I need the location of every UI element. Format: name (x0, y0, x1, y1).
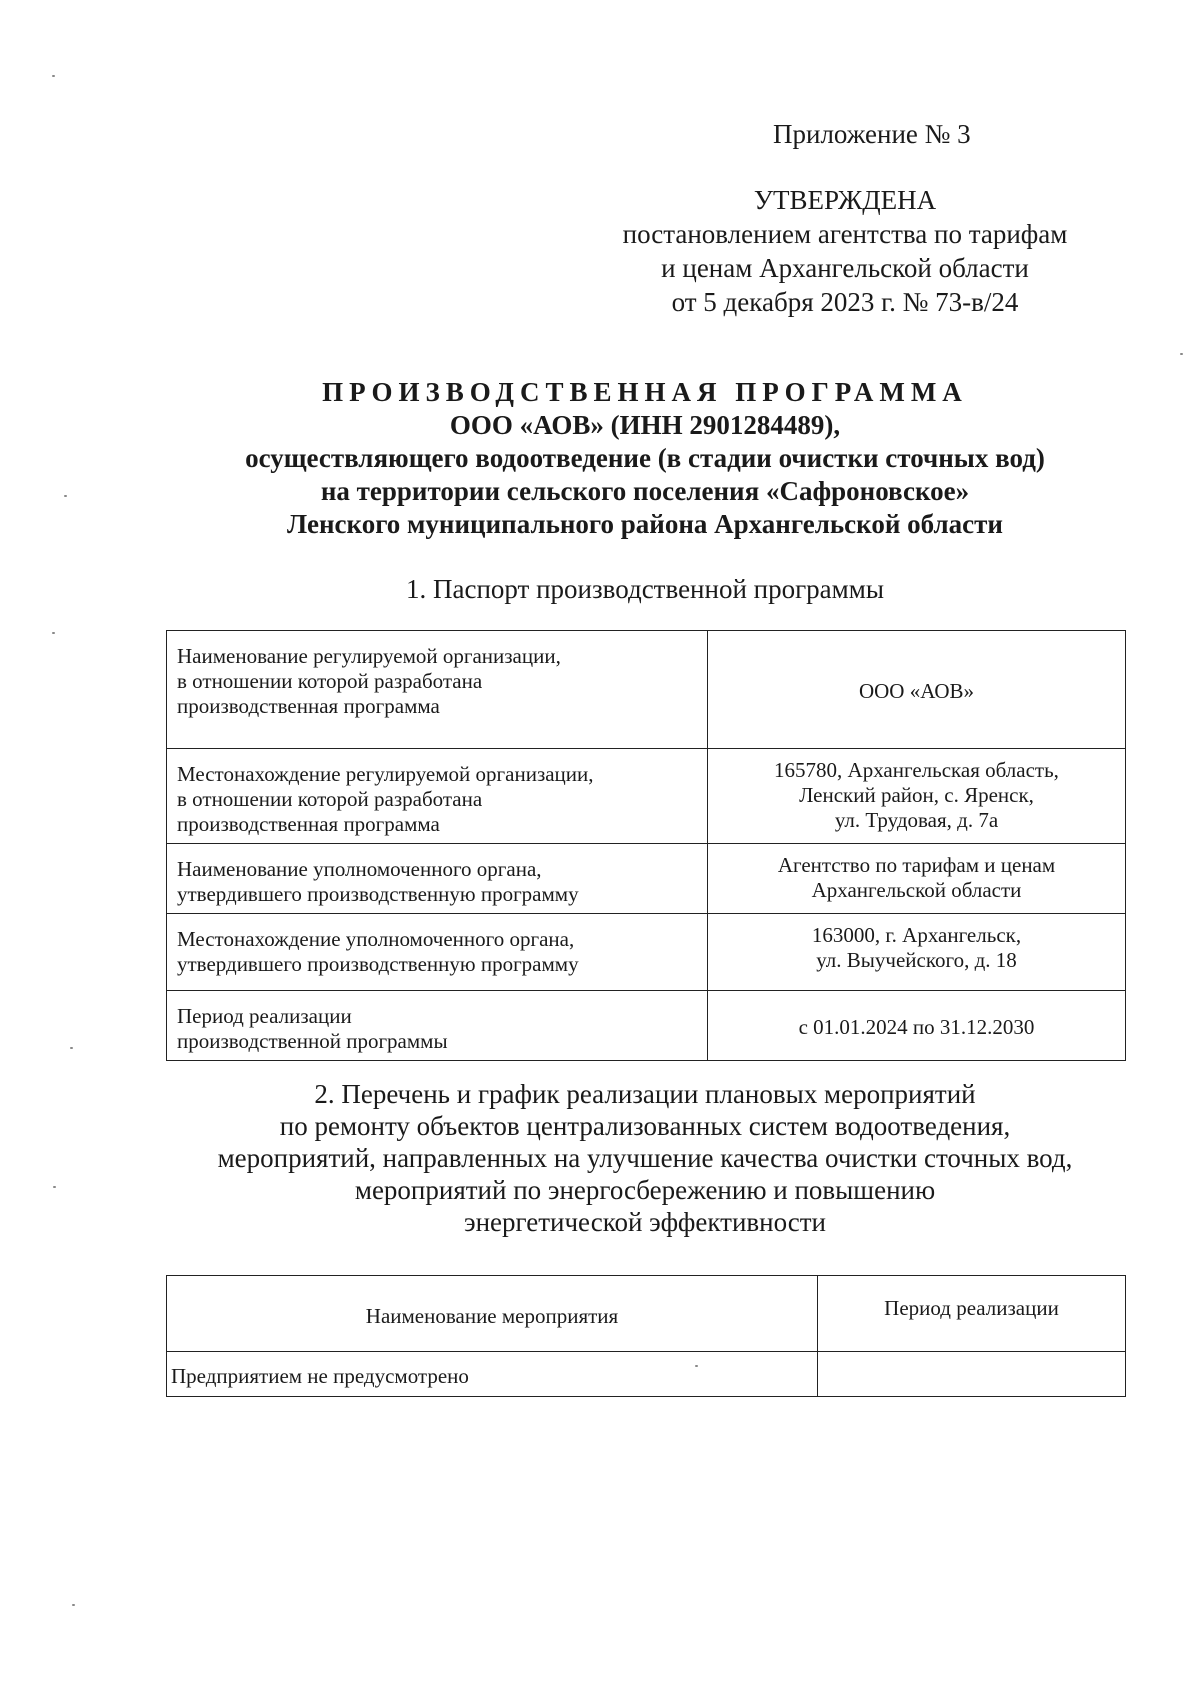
scan-speck (695, 1365, 698, 1367)
cell-line: Местонахождение уполномоченного органа, (177, 927, 575, 951)
table-row (167, 991, 1126, 1061)
table-row (167, 749, 1126, 844)
scan-speck (1180, 353, 1183, 355)
scan-speck (64, 495, 67, 497)
passport-label-cell (167, 914, 708, 991)
section-2-heading (150, 1078, 1140, 1238)
cell-line: производственная программа (177, 694, 440, 718)
column-header-period: Период реализации (818, 1276, 1126, 1352)
scan-speck (72, 1604, 75, 1606)
cell-line: Ленский район, с. Яренск, (799, 783, 1034, 807)
passport-value-cell (708, 844, 1126, 914)
cell-line: производственная программа (177, 812, 440, 836)
section-2-heading-line-3: мероприятий, направленных на улучшение качества очистки сточных вод, (217, 1143, 1073, 1173)
cell-line: 163000, г. Архангельск, (811, 923, 1022, 947)
section-2-heading-line-4: мероприятий по энергосбережению и повышению (354, 1175, 936, 1205)
approval-line-3: от 5 декабря 2023 г. № 73-в/24 (671, 287, 1019, 317)
cell-line: ул. Трудовая, д. 7а (834, 808, 999, 832)
cell-line: производственной программы (177, 1029, 448, 1053)
cell-line: в отношении которой разработана (177, 669, 483, 693)
cell-line: Наименование регулируемой организации, (177, 644, 561, 668)
cell-line: Архангельской области (811, 878, 1022, 902)
event-name-cell: Предприятием не предусмотрено (167, 1352, 818, 1397)
title-line-1: ПРОИЗВОДСТВЕННАЯ ПРОГРАММА (322, 377, 968, 407)
scan-speck (53, 1186, 56, 1188)
scan-speck (70, 1047, 73, 1049)
cell-line: в отношении которой разработана (177, 787, 483, 811)
section-2-heading-line-5: энергетической эффективности (464, 1207, 826, 1237)
scan-speck (52, 75, 55, 77)
passport-label-cell (167, 844, 708, 914)
cell-line: ул. Выучейского, д. 18 (816, 948, 1017, 972)
title-line-5: Ленского муниципального района Архангельской области (287, 509, 1003, 539)
column-header-name: Наименование мероприятия (167, 1276, 818, 1352)
table-header-row (167, 1276, 1126, 1352)
cell-line: Агентство по тарифам и ценам (777, 853, 1056, 877)
cell-line: Наименование уполномоченного органа, (177, 857, 542, 881)
cell-line: Период реализации (177, 1004, 352, 1028)
approval-line-2: и ценам Архангельской области (661, 253, 1029, 283)
approval-line-1: постановлением агентства по тарифам (622, 219, 1068, 249)
passport-value-cell (708, 914, 1126, 991)
approval-block (580, 183, 1110, 319)
scan-speck (52, 632, 55, 634)
appendix-number: Приложение № 3 (773, 119, 971, 149)
approval-status: УТВЕРЖДЕНА (753, 185, 937, 215)
title-line-2: ООО «АОВ» (ИНН 2901284489), (449, 410, 841, 440)
passport-value-cell (708, 631, 1126, 749)
table-row (167, 1352, 1126, 1397)
title-line-3: осуществляющего водоотведение (в стадии очистки сточных вод) (245, 443, 1045, 473)
section-2-heading-line-2: по ремонту объектов централизованных систем водоотведения, (279, 1111, 1011, 1141)
section-1-heading: 1. Паспорт производственной программы (406, 574, 884, 604)
passport-value-cell (708, 749, 1126, 844)
document-title (160, 376, 1130, 541)
cell-line: с 01.01.2024 по 31.12.2030 (798, 1014, 1035, 1039)
table-row (167, 631, 1126, 749)
cell-line: утвердившего производственную программу (177, 882, 579, 906)
title-line-4: на территории сельского поселения «Сафроновское» (320, 476, 970, 506)
table-row (167, 914, 1126, 991)
passport-value-cell (708, 991, 1126, 1061)
cell-line: ООО «АОВ» (858, 678, 975, 703)
passport-label-cell (167, 749, 708, 844)
event-period-cell (818, 1352, 1126, 1397)
passport-label-cell (167, 631, 708, 749)
cell-line: утвердившего производственную программу (177, 952, 579, 976)
events-table (166, 1275, 1126, 1397)
section-2-heading-line-1: 2. Перечень и график реализации плановых мероприятий (314, 1079, 976, 1109)
cell-line: 165780, Архангельская область, (774, 758, 1059, 782)
passport-table (166, 630, 1126, 1061)
cell-line: Местонахождение регулируемой организации, (177, 762, 594, 786)
table-row (167, 844, 1126, 914)
passport-label-cell (167, 991, 708, 1061)
